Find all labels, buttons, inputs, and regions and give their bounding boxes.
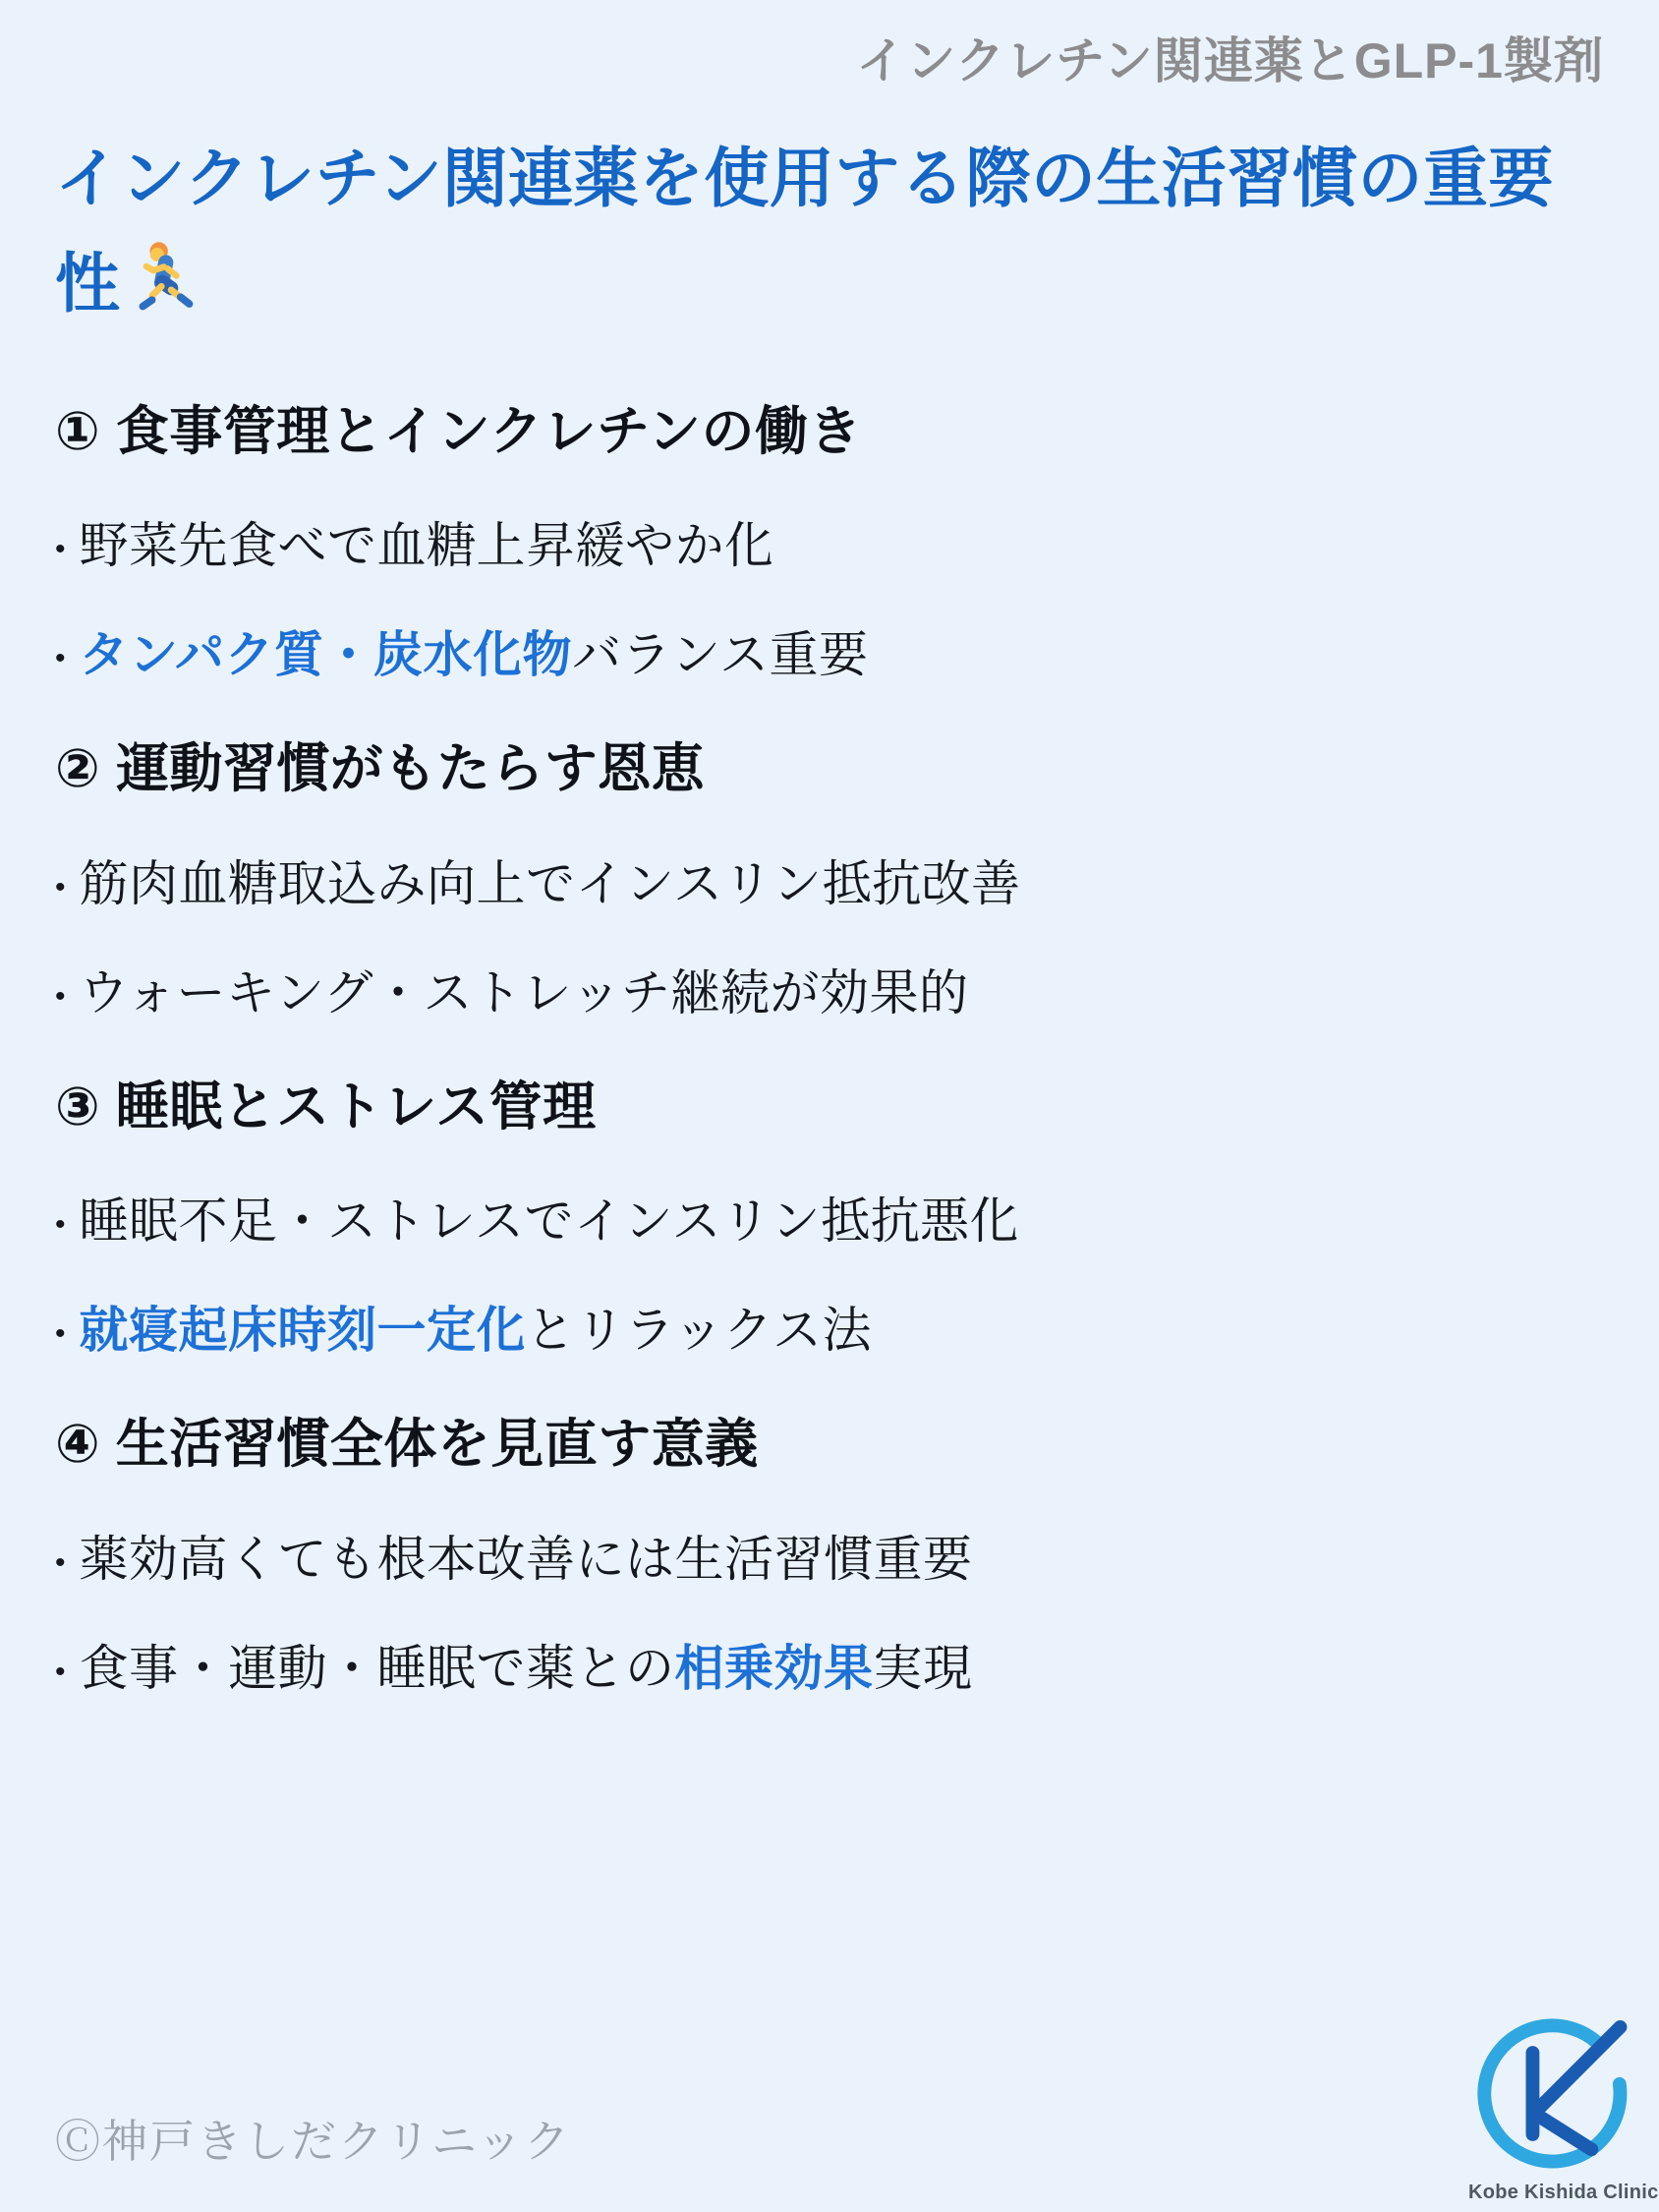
page-header-label: インクレチン関連薬とGLP-1製剤 [856, 33, 1604, 88]
bullet-item [55, 514, 1604, 578]
bullet-item [55, 1637, 1604, 1701]
bullet-text-emphasis: 就寝起床時刻一定化 [79, 1303, 527, 1359]
bullet-item [55, 852, 1604, 916]
bullet-text-part: とリラックス法 [526, 1303, 873, 1359]
section-heading: ④ 生活習慣全体を見直す意義 [55, 1415, 759, 1475]
bullet-marker: • [55, 1317, 67, 1351]
bullet-marker: • [55, 1545, 67, 1579]
section-heading: ② 運動習慣がもたらす恩恵 [55, 739, 706, 799]
section [55, 1075, 1604, 1364]
bullet-text-part: 薬効高くても根本改善には生活習慣重要 [79, 1531, 973, 1587]
bullet-text-part: 筋肉血糖取込み向上でインスリン抵抗改善 [79, 855, 1021, 911]
bullet-text [80, 1641, 973, 1696]
bullet-text [80, 1193, 1020, 1249]
bullet-text-part: 野菜先食べで血糖上昇緩やか化 [79, 518, 774, 574]
bullet-text [80, 1532, 973, 1587]
clinic-logo [1468, 2010, 1659, 2204]
sections-list [55, 399, 1604, 1701]
bullet-marker: • [55, 1208, 67, 1242]
page-title [55, 126, 1573, 350]
bullet-text [80, 856, 1021, 911]
bullet-text-part: 睡眠不足・ストレスでインスリン抵抗悪化 [79, 1193, 1020, 1250]
bullet-text [80, 627, 869, 682]
bullet-text [80, 518, 774, 573]
bullet-marker: • [55, 870, 67, 903]
bullet-item [55, 623, 1604, 687]
bullet-text-part: 実現 [873, 1640, 973, 1696]
runner-emoji-icon [137, 241, 207, 350]
section-heading: ① 食事管理とインクレチンの働き [55, 401, 862, 461]
bullet-item [55, 1528, 1604, 1592]
clinic-logo-mark-icon [1468, 2010, 1645, 2180]
page-title-text: インクレチン関連薬を使用する際の生活習慣の重要性 [55, 142, 1554, 320]
bullet-item [55, 1190, 1604, 1253]
bullet-text-part: ウォーキング・ストレッチ継続が効果的 [79, 964, 969, 1020]
section [55, 736, 1604, 1025]
bullet-item [55, 961, 1604, 1025]
bullet-text-part: 食事・運動・睡眠で薬との [79, 1640, 675, 1696]
bullet-marker: • [55, 642, 67, 675]
section-heading: ③ 睡眠とストレス管理 [55, 1077, 597, 1136]
bullet-text-emphasis: 相乗効果 [674, 1640, 874, 1696]
copyright-footer: Ⓒ神戸きしだクリニック [55, 2116, 572, 2167]
bullet-item [55, 1299, 1604, 1363]
section [55, 1412, 1604, 1701]
bullet-text [80, 965, 969, 1020]
bullet-text-part: バランス重要 [572, 627, 869, 683]
clinic-logo-text: Kobe Kishida Clinic [1468, 2182, 1659, 2203]
bullet-text [80, 1303, 873, 1358]
bullet-marker: • [55, 979, 67, 1013]
bullet-marker: • [55, 1655, 67, 1688]
bullet-text-emphasis: タンパク質・炭水化物 [79, 627, 573, 683]
section [55, 399, 1604, 688]
bullet-marker: • [55, 533, 67, 566]
